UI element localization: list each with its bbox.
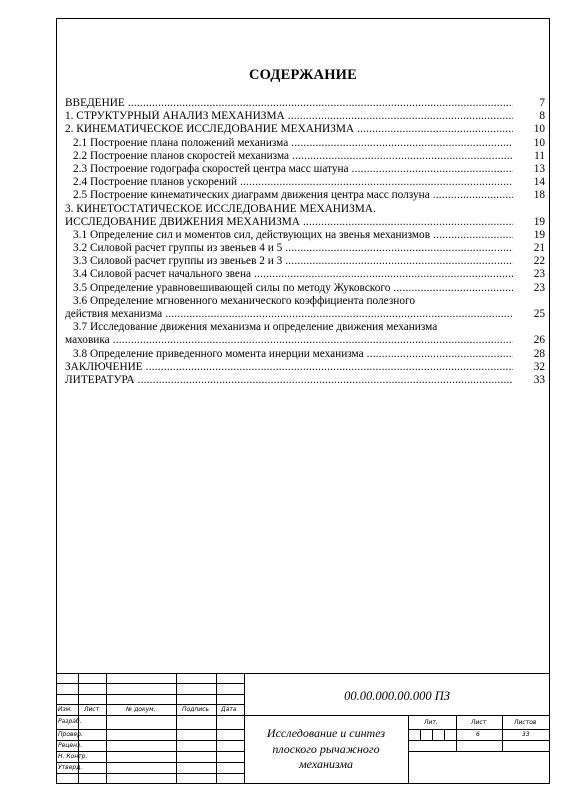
document-code: 00.00.000.00.000 ПЗ	[344, 689, 450, 703]
toc-entry-page: 33	[533, 373, 545, 386]
role-approver: Утверд.	[58, 764, 83, 771]
toc-entry	[65, 203, 545, 216]
sheets-label: Листов	[514, 719, 537, 726]
toc-entry-page: 22	[533, 255, 545, 268]
toc-entry-title: 3.3 Силовой расчет группы из звеньев 2 и 3 .....	[73, 255, 513, 268]
toc-entry-page: 11	[534, 149, 545, 162]
toc-entry-title: 2.4 Построение планов ускорений .....	[73, 176, 513, 189]
toc-entry	[65, 123, 545, 136]
toc-entry-title: 3.5 Определение уравновешивающей силы по методу Жуковского .....	[73, 282, 513, 295]
document-title	[244, 726, 408, 773]
toc-entry	[65, 229, 545, 242]
document-title-line: плоского рычажного	[272, 741, 380, 756]
toc-entry-page: 23	[533, 281, 545, 294]
col-header-sign: Подпись	[182, 706, 209, 713]
toc-entry-title: ИССЛЕДОВАНИЕ ДВИЖЕНИЯ МЕХАНИЗМА .....	[65, 216, 513, 229]
toc-entry-page: 32	[533, 360, 545, 373]
toc-entry-title: 3.2 Силовой расчет группы из звеньев 4 и 5 .....	[73, 242, 513, 255]
toc-entry-page: 19	[533, 215, 545, 228]
toc-entry-title: 2.1 Построение плана положений механизма .....	[73, 137, 513, 150]
toc-entry-title: маховика .....	[65, 334, 513, 347]
page-title: СОДЕРЖАНИЕ	[248, 67, 358, 83]
toc-entry-page: 28	[533, 347, 545, 360]
toc-entry-title: 2. КИНЕМАТИЧЕСКОЕ ИССЛЕДОВАНИЕ МЕХАНИЗМА .....	[65, 123, 513, 136]
toc-entry-page: 13	[533, 162, 545, 175]
col-header-izm: Изм.	[58, 706, 73, 713]
col-header-list: Лист	[84, 706, 100, 713]
toc-entry-title: 3.6 Определение мгновенного механического коэффициента полезного	[73, 294, 415, 307]
toc-entry-page: 26	[533, 334, 545, 347]
table-of-contents	[65, 97, 545, 387]
toc-entry-page: 10	[533, 136, 545, 149]
toc-entry-title: 2.5 Построение кинематических диаграмм движения центра масс ползуна .....	[73, 189, 513, 202]
col-header-doc: № докум.	[126, 706, 156, 713]
toc-entry	[65, 282, 545, 295]
toc-entry	[65, 268, 545, 281]
toc-entry-title: 3.8 Определение приведенного момента инерции механизма .....	[73, 348, 513, 361]
lit-label: Лит.	[424, 719, 438, 726]
toc-entry	[65, 348, 545, 361]
page-frame	[56, 18, 550, 784]
toc-entry	[65, 361, 545, 374]
toc-entry	[65, 137, 545, 150]
toc-entry	[65, 321, 545, 334]
sheet-number: 6	[476, 731, 480, 738]
toc-entry-page: 19	[533, 228, 545, 241]
toc-entry-page: 14	[533, 176, 545, 189]
toc-entry	[65, 255, 545, 268]
toc-entry	[65, 110, 545, 123]
toc-entry	[65, 295, 545, 308]
role-norm-control: Н. Контр.	[58, 753, 88, 760]
role-checker: Провер.	[58, 731, 83, 738]
toc-entry-title: 2.3 Построение годографа скоростей центра масс шатуна .....	[73, 163, 513, 176]
toc-entry-title: 3.1 Определение сил и моментов сил, действующих на звенья механизмов .....	[73, 229, 513, 242]
toc-entry	[65, 150, 545, 163]
toc-entry	[65, 163, 545, 176]
toc-entry-page: 23	[533, 268, 545, 281]
toc-entry	[65, 374, 545, 387]
document-title-line: Исследование и синтез	[266, 726, 386, 740]
toc-entry-page: 7	[539, 97, 545, 109]
toc-entry-title: ВВЕДЕНИЕ .....	[65, 97, 513, 110]
toc-entry-title: 2.2 Построение планов скоростей механизма .....	[73, 150, 513, 163]
toc-entry	[65, 334, 545, 347]
toc-entry	[65, 308, 545, 321]
col-header-date: Дата	[221, 706, 237, 713]
toc-entry	[65, 242, 545, 255]
toc-entry	[65, 189, 545, 202]
toc-entry-title: 1. СТРУКТУРНЫЙ АНАЛИЗ МЕХАНИЗМА .....	[65, 110, 513, 123]
sheets-total: 33	[522, 731, 530, 738]
toc-entry-title: действия механизма .....	[65, 308, 513, 321]
role-developer: Разраб.	[58, 718, 82, 725]
toc-entry-title: 3.4 Силовой расчет начального звена .....	[73, 268, 513, 281]
toc-entry-page: 25	[533, 308, 545, 320]
toc-entry-page: 10	[533, 123, 545, 136]
toc-entry-title: 3. КИНЕТОСТАТИЧЕСКОЕ ИССЛЕДОВАНИЕ МЕХАНИЗМА.	[65, 202, 376, 215]
title-block	[56, 673, 550, 784]
document-title-line: механизма	[299, 757, 353, 771]
toc-entry-page: 21	[533, 242, 545, 255]
sheet-label: Лист	[471, 719, 487, 726]
toc-entry-title: 3.7 Исследование движения механизма и определение движения механизма	[73, 321, 438, 334]
toc-entry-page: 18	[533, 189, 545, 202]
toc-entry-title: ЗАКЛЮЧЕНИЕ .....	[65, 361, 513, 374]
toc-entry	[65, 176, 545, 189]
role-reviewer: Реценз.	[58, 742, 83, 749]
toc-entry	[65, 216, 545, 229]
toc-entry-page: 8	[539, 110, 545, 123]
toc-entry-title: ЛИТЕРАТУРА .....	[65, 374, 513, 387]
toc-entry	[65, 97, 545, 110]
